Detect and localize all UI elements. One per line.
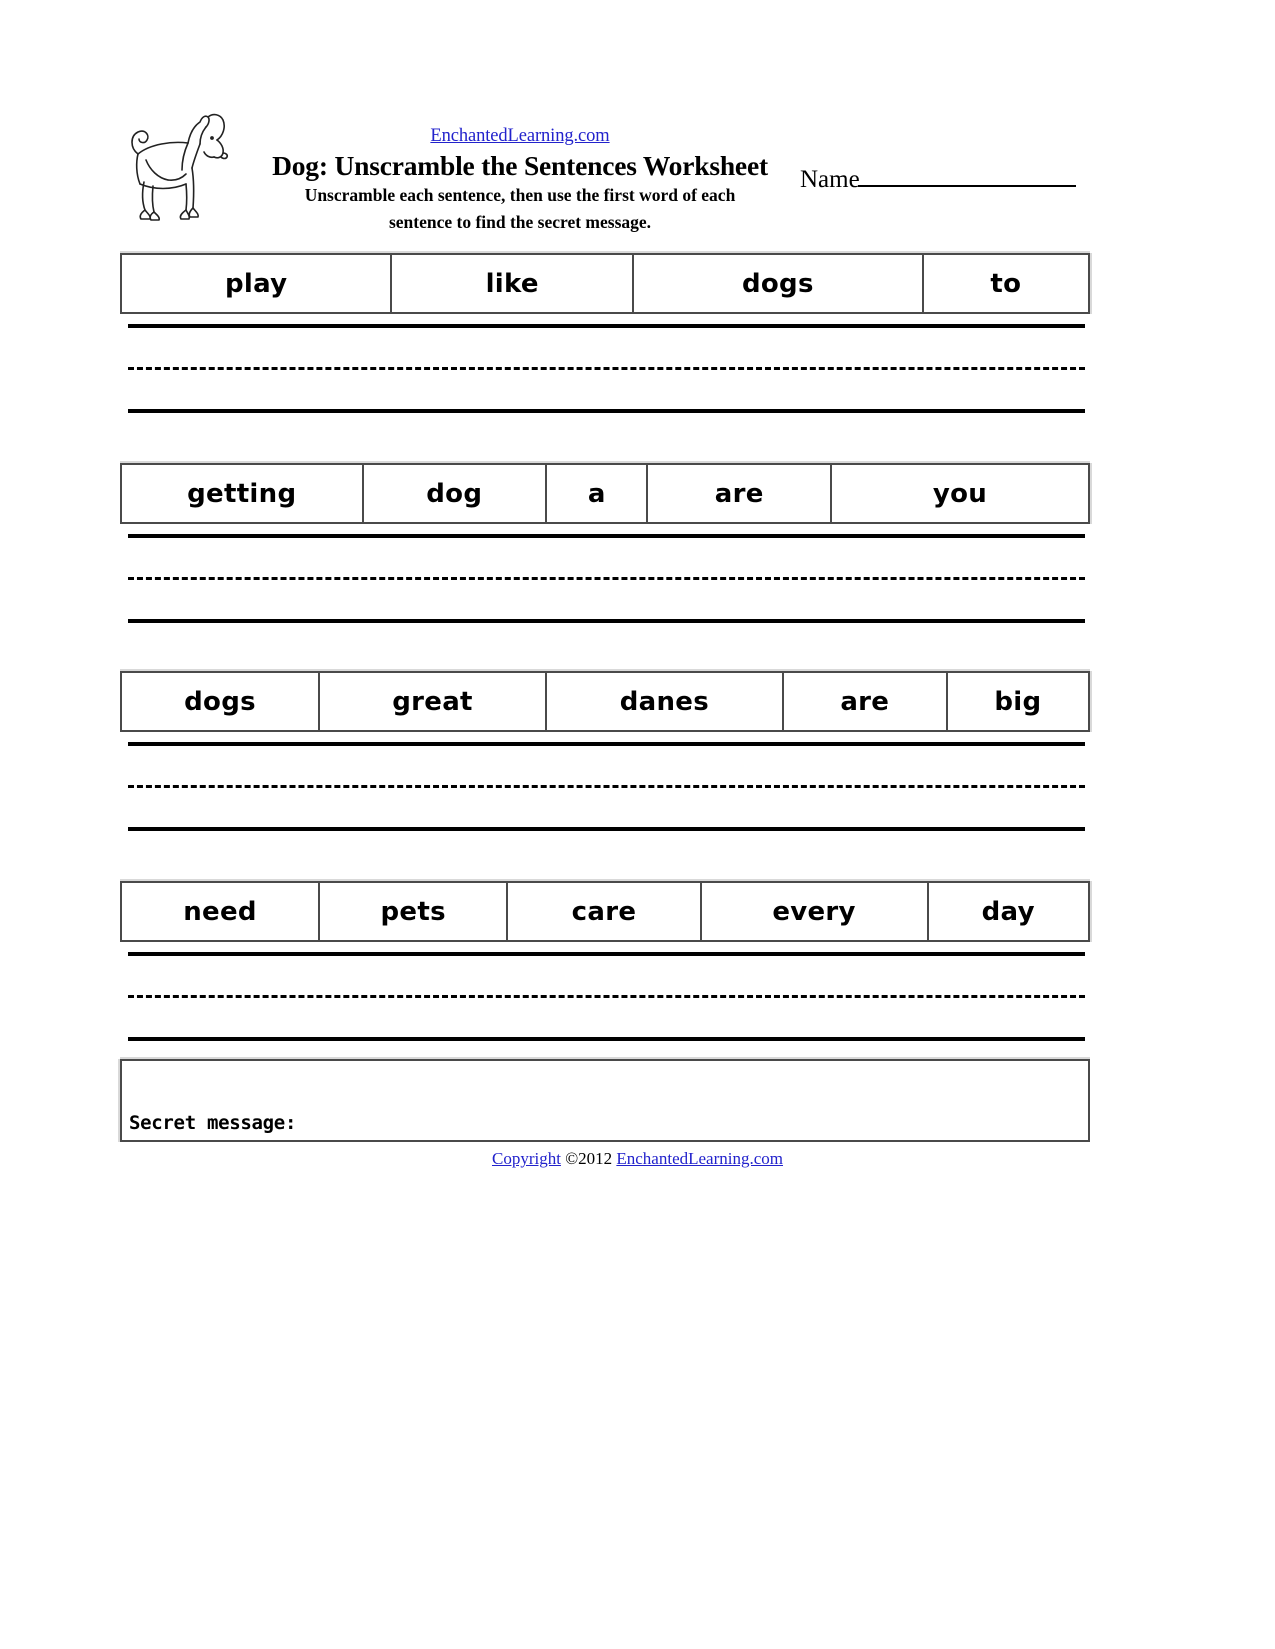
name-input-rule[interactable] <box>858 167 1076 187</box>
footer-copyright-link[interactable]: Copyright <box>492 1149 561 1168</box>
word-strip <box>120 671 1090 732</box>
writing-line-top <box>128 534 1085 538</box>
instructions-line-2: sentence to find the secret message. <box>388 211 652 232</box>
writing-line-bottom <box>128 619 1085 623</box>
writing-line-top <box>128 952 1085 956</box>
page-title: Dog: Unscramble the Sentences Worksheet <box>272 150 768 182</box>
word-strip <box>120 881 1090 942</box>
secret-message-box[interactable] <box>120 1059 1090 1142</box>
word-cell[interactable]: to <box>924 255 1088 312</box>
word-cell[interactable]: every <box>702 883 929 940</box>
writing-line-dashed-middle <box>128 995 1085 998</box>
word-cell[interactable]: are <box>784 673 948 730</box>
writing-line-dashed-middle <box>128 785 1085 788</box>
word-cell[interactable]: like <box>392 255 634 312</box>
sentence-block-1 <box>120 253 1090 412</box>
worksheet-header <box>120 108 1090 243</box>
sentence-block-3 <box>120 671 1090 830</box>
word-cell[interactable]: need <box>122 883 320 940</box>
word-strip <box>120 253 1090 314</box>
word-cell[interactable]: dog <box>364 465 548 522</box>
writing-line-top <box>128 324 1085 328</box>
title-block <box>260 126 780 235</box>
name-field[interactable] <box>800 166 1090 194</box>
word-cell[interactable]: big <box>948 673 1088 730</box>
header-site-link[interactable]: EnchantedLearning.com <box>430 126 610 146</box>
word-cell[interactable]: care <box>508 883 701 940</box>
word-cell[interactable]: pets <box>320 883 508 940</box>
word-cell[interactable]: getting <box>122 465 364 522</box>
writing-line-bottom <box>128 409 1085 413</box>
word-cell[interactable]: day <box>929 883 1088 940</box>
word-cell[interactable]: are <box>648 465 832 522</box>
word-cell[interactable]: dogs <box>122 673 320 730</box>
word-strip <box>120 463 1090 524</box>
word-cell[interactable]: you <box>832 465 1088 522</box>
sentence-block-4 <box>120 881 1090 1040</box>
footer-copyright-text: ©2012 <box>560 1149 617 1168</box>
sentence-block-2 <box>120 463 1090 622</box>
word-cell[interactable]: play <box>122 255 392 312</box>
footer-site-link[interactable]: EnchantedLearning.com <box>616 1149 783 1168</box>
answer-writing-lines[interactable] <box>128 952 1085 1040</box>
answer-writing-lines[interactable] <box>128 742 1085 830</box>
secret-message-label: Secret message: <box>129 1112 297 1134</box>
word-cell[interactable]: danes <box>547 673 784 730</box>
writing-line-bottom <box>128 827 1085 831</box>
name-label: Name <box>800 166 860 193</box>
writing-line-top <box>128 742 1085 746</box>
answer-writing-lines[interactable] <box>128 534 1085 622</box>
writing-line-dashed-middle <box>128 577 1085 580</box>
word-cell[interactable]: great <box>320 673 547 730</box>
footer-copyright <box>0 1149 1275 1169</box>
instructions-line-1: Unscramble each sentence, then use the first word of each <box>304 185 736 206</box>
writing-line-bottom <box>128 1037 1085 1041</box>
writing-line-dashed-middle <box>128 367 1085 370</box>
word-cell[interactable]: dogs <box>634 255 924 312</box>
answer-writing-lines[interactable] <box>128 324 1085 412</box>
word-cell[interactable]: a <box>547 465 648 522</box>
dog-illustration-icon <box>120 108 250 233</box>
